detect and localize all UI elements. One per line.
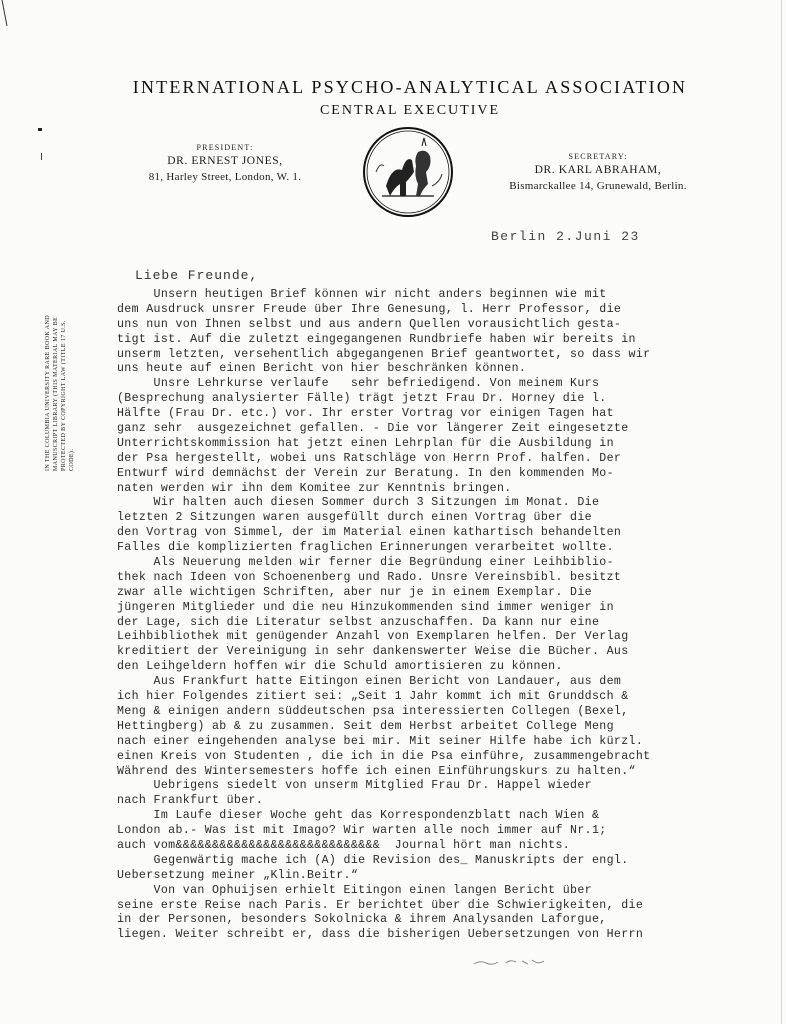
letter-line: Während des Wintersemesters hoffe ich einen Einführungskurs zu halten.“ — [117, 764, 636, 778]
letter-line: Hettingberg) ab & zu zusammen. Seit dem Herbst arbeitet College Meng — [117, 719, 614, 733]
letter-line: kreditiert der Vereinigung in sehr dankenswerter Weise die Bücher. Aus — [117, 645, 629, 659]
secretary-role: SECRETARY: — [568, 152, 628, 161]
letter-line: letzten 2 Sitzungen waren ausgefüllt durch einen Vortrag über die — [117, 511, 592, 525]
letter-line: ganz sehr ausgezeichnet gefallen. - Die vor längerer Zeit eingesetzte — [117, 422, 629, 436]
letter-line: Unsre Lehrkurse verlaufe sehr befriedigend. Von meinem Kurs — [117, 377, 600, 391]
letter-line: nach einer eingehenden analyse bei mir. Mit seiner Hilfe habe ich kürzl. — [117, 734, 644, 748]
copyright-notice — [44, 271, 76, 471]
secretary-name: DR. KARL ABRAHAM, — [534, 164, 662, 176]
copyright-line: CODE). — [69, 448, 75, 471]
letter-line: tigt ist. Auf die zuletzt eingegangenen Rundbriefe haben wir bereits in — [117, 332, 636, 346]
letter-line: den Leihgeldern hoffen wir die Schuld amortisieren zu können. — [117, 660, 563, 674]
association-seal-emblem — [362, 126, 454, 218]
letter-line: dem Ausdruck unsrer Freude über Ihre Genesung, l. Herr Professor, die — [117, 302, 622, 316]
corner-mark — [0, 0, 14, 28]
letter-line: Unsern heutigen Brief können wir nicht anders beginnen wie mit — [117, 288, 607, 301]
letter-line: liegen. Weiter schreibt er, dass die bisherigen Uebersetzungen von Herrn — [117, 928, 644, 942]
letter-line: uns heute auf einen Bericht von hier beschränken können. — [117, 362, 527, 376]
letter-line: Entwurf wird demnächst der Verein zur Beratung. In den kommenden Mo- — [117, 466, 614, 480]
letter-line: der Psa hergestellt, wobei uns Ratschläge von Herrn Prof. halfen. Der — [117, 451, 622, 465]
letter-line: den Vortrag von Simmel, der im Material einen kathartisch behandelten — [117, 526, 622, 540]
letter-line: uns nun von Ihnen selbst und aus andern Quellen vorausichtlich gesta- — [117, 317, 622, 331]
letter-line: der Lage, sich die Literatur selbst anzuschaffen. Da kann nur eine — [117, 615, 600, 629]
letter-line: seine erste Reise nach Paris. Er berichtet über die Schwierigkeiten, die — [117, 898, 644, 912]
letter-line: Im Laufe dieser Woche geht das Korrespondenzblatt nach Wien & — [117, 809, 600, 823]
letter-date: Berlin 2.Juni 23 — [491, 229, 640, 244]
letter-line: thek nach Ideen von Schoenenberg und Rado. Unsre Vereinsbibl. besitzt — [117, 570, 622, 584]
letter-line: einen Kreis von Studenten , die ich in die Psa einführe, zusammengebracht — [117, 749, 651, 763]
central-executive-heading: CENTRAL EXECUTIVE — [319, 103, 501, 118]
letter-line: Aus Frankfurt hatte Eitingon einen Bericht von Landauer, aus dem — [117, 675, 622, 689]
letter-line: (Besprechung analysierter Fälle) trägt jetzt Frau Dr. Horney die l. — [117, 392, 607, 406]
letter-line: Falles die komplizierten fraglichen Erinnerungen verarbeitet wollte. — [117, 541, 614, 555]
letter-line: zwar alle wichtigen Schriften, aber nur je in einem Exemplar. Die — [117, 585, 592, 599]
letter-line: Leihbibliothek mit genügender Anzahl von Exemplaren helfen. Der Verlag — [117, 630, 629, 644]
president-name: DR. ERNEST JONES, — [167, 155, 283, 167]
letter-line: Als Neuerung melden wir ferner die Begründung einer Leihbiblio- — [117, 556, 614, 570]
secretary-address: Bismarckallee 14, Grunewald, Berlin. — [509, 180, 687, 192]
letter-line: Gegenwärtig mache ich (A) die Revision des_ Manuskripts der engl. — [117, 853, 629, 867]
letter-line: in der Personen, besonders Sokolnicka & ihrem Analysanden Laforgue, — [117, 913, 607, 927]
letter-line: auch vom&&&&&&&&&&&&&&&&&&&&&&&&&&&& Journal hört man nichts. — [117, 838, 571, 852]
letter-line: Von van Ophuijsen erhielt Eitingon einen langen Bericht über — [117, 883, 592, 897]
letter-line: Uebrigens siedelt von unserm Mitglied Frau Dr. Happel wieder — [117, 779, 592, 793]
letter-greeting: Liebe Freunde, — [135, 268, 259, 283]
letter-line: Wir halten auch diesen Sommer durch 3 Sitzungen im Monat. Die — [117, 496, 600, 510]
letter-line: Meng & einigen andern süddeutschen psa interessierten Collegen (Bexel, — [117, 704, 629, 718]
page-edge — [781, 0, 782, 1024]
letter-line: Unterrichtskommission hat jetzt einen Lehrplan für die Ausbildung in — [117, 436, 614, 450]
copyright-line: PROTECTED BY COPYRIGHT LAW (TITLE 17 U.S. — [61, 320, 67, 471]
copyright-line: MANUSCRIPT LIBRARY (THIS MATERIAL MAY BE — [53, 316, 59, 471]
letter-body — [117, 288, 747, 943]
president-address: 81, Harley Street, London, W. 1. — [148, 171, 302, 183]
secretary-block — [488, 152, 708, 192]
letter-line: Hälfte (Frau Dr. etc.) vor. Ihr erster Vortrag vor einigen Tagen hat — [117, 407, 614, 421]
letter-line: London ab.- Was ist mit Imago? Wir warten alle noch immer auf Nr.1; — [117, 824, 607, 838]
letter-line: nach Frankfurt über. — [117, 794, 264, 808]
organization-title: INTERNATIONAL PSYCHO-ANALYTICAL ASSOCIATION — [132, 77, 688, 97]
margin-mark — [41, 153, 42, 160]
letter-line: naten werden wir ihn dem Komitee zur Kenntnis bringen. — [117, 481, 512, 495]
signature-scribble — [470, 955, 550, 969]
letter-line: ich hier Folgendes zitiert sei: „Seit 1 Jahr kommt ich mit Grunddsch & — [117, 690, 629, 704]
letter-line: jüngeren Mitglieder und die neu Hinzukommenden sind immer weniger in — [117, 600, 614, 614]
president-block — [110, 143, 340, 183]
margin-mark — [38, 128, 42, 131]
president-role: PRESIDENT: — [196, 143, 254, 152]
copyright-line: IN THE COLUMBIA UNIVERSITY RARE BOOK AND — [45, 314, 51, 471]
letter-line: unserm letzten, versehentlich abgegangenen Brief geantwortet, so dass wir — [117, 347, 651, 361]
letter-line: Uebersetzung meiner „Klin.Beitr.“ — [117, 868, 359, 882]
